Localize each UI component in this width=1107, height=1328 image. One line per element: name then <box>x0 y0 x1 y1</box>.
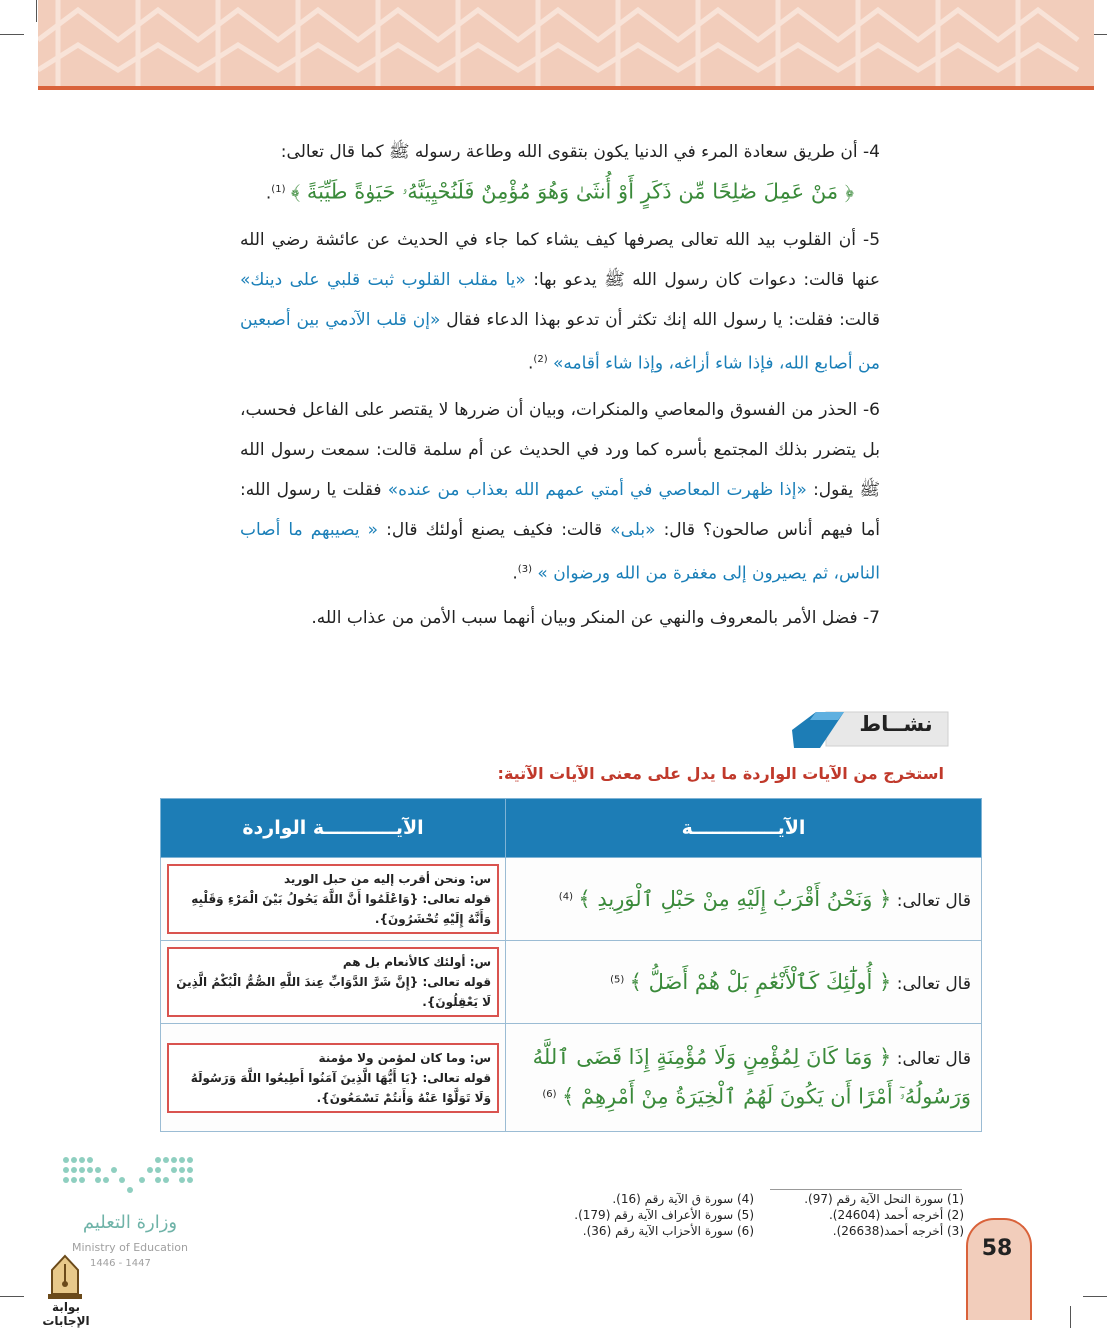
crop-mark <box>1083 1296 1107 1297</box>
footnote: (6) سورة الأحزاب الآية رقم (36). <box>582 1224 754 1238</box>
hadith-quote: «إن قلب الآدمي بين أصبعين من أصابع الله، فإذا شاء أزاغه، وإذا شاء أقامه» <box>240 310 880 374</box>
pen-nib-icon <box>44 1254 86 1300</box>
verse-cell <box>506 941 982 1024</box>
item-number: 5- <box>863 230 881 250</box>
footnote-ref: (5) <box>610 974 625 986</box>
footnotes <box>560 1192 964 1238</box>
answer-cell <box>161 1024 506 1132</box>
crop-mark <box>1070 1306 1071 1328</box>
answer-cell <box>161 858 506 941</box>
table-row <box>161 941 982 1024</box>
activity-heading <box>786 708 950 748</box>
list-item <box>240 132 880 172</box>
column-header-related: الآيـــــــــــة الواردة <box>161 799 506 858</box>
footnote-ref: (6) <box>542 1088 557 1100</box>
item-text: أن طريق سعادة المرء في الدنيا يكون بتقوى الله وطاعة رسوله ﷺ كما قال تعالى: <box>280 142 858 162</box>
verse-prefix: قال تعالى: <box>896 891 971 911</box>
answer-text: قوله تعالى: {يَا أَيُّهَا الَّذِينَ آمَنُوا أَطِيعُوا اللَّهَ وَرَسُولَهُ وَلَا تَوَلَّوْا عَنْهُ وَأَنتُمْ تَسْمَعُونَ}. <box>190 1070 492 1105</box>
footnote-ref: (4) <box>558 891 573 903</box>
activity-title: نشــاط <box>859 712 933 736</box>
ministry-logo-dots-icon <box>58 1152 198 1202</box>
footnote: (5) سورة الأعراف الآية رقم (179). <box>574 1208 754 1222</box>
academic-year: 1446 - 1447 <box>90 1258 151 1269</box>
verse-prefix: قال تعالى: <box>896 974 971 994</box>
item-text: قالت: فقلت: يا رسول الله إنك تكثر أن تدعو بهذا الدعاء فقال <box>446 310 880 330</box>
item-text: فقلت يا رسول الله: أما فيهم أناس صالحون؟ قال: <box>240 480 881 540</box>
footnote-ref: (3) <box>517 564 532 575</box>
page-number-tab <box>966 1218 1032 1320</box>
list-item: 5- أن القلوب بيد الله تعالى يصرفها كيف يشاء كما جاء في الحديث عن عائشة رضي الله عنها قالت: دعوات كان رسول الله ﷺ يدعو بها: «يا مقلب القلوب ثبت قلبي على دينك» قالت: فقلت: يا رسول الله إنك تكثر أن تدعو بهذا الدعاء فقال «إن قلب الآدمي بين أصبعين من أصابع الله، فإذا شاء أزاغه، وإذا شاء أقامه» $^{(2)}$. <box>240 230 881 374</box>
item-text: فضل الأمر بالمعروف والنهي عن المنكر وبيان أنهما سبب الأمن من عذاب الله. <box>311 608 858 628</box>
footnote: (1) سورة النحل الآية رقم (97). <box>804 1192 964 1206</box>
ministry-name-ar: وزارة التعليم <box>82 1212 178 1233</box>
item-text: قالت: فكيف يصنع أولئك قال: <box>386 520 603 540</box>
verse-cell <box>506 858 982 941</box>
column-header-verse: الآيـــــــــــــة <box>506 799 982 858</box>
verse-text: ﴿ أُولَٰٓئِكَ كَٱلْأَنْعَٰمِ بَلْ هُمْ أَضَلُّ ﴾ <box>629 970 892 994</box>
crop-mark <box>0 34 24 35</box>
hadith-quote: «بلى» <box>610 520 656 540</box>
answer-box <box>167 864 499 934</box>
answer-cell <box>161 941 506 1024</box>
verse-text: ﴿ وَنَحْنُ أَقْرَبُ إِلَيْهِ مِنْ حَبْلِ ٱلْوَرِيدِ ﴾ <box>578 887 892 911</box>
item-number: 7- <box>863 608 880 628</box>
answer-question: س: وما كان لمؤمن ولا مؤمنة <box>318 1050 492 1065</box>
quran-verse: ﴿ مَنْ عَمِلَ صَٰلِحًا مِّن ذَكَرٍ أَوْ أُنثَىٰ وَهُوَ مُؤْمِنٌ فَلَنُحْيِيَنَّهُۥ حَيَوٰةً طَيِّبَةً ﴾ $^{(1)}$. <box>265 179 855 204</box>
page-number: 58 <box>981 1236 1013 1261</box>
verse-cell <box>506 1024 982 1132</box>
header-rule <box>38 86 1094 90</box>
verse-text: ﴿ وَمَا كَانَ لِمُؤْمِنٍ وَلَا مُؤْمِنَةٍ إِذَا قَضَى ٱللَّهُ وَرَسُولُهُۥٓ أَمْرًا أَن يَكُونَ لَهُمُ ٱلْخِيَرَةُ مِنْ أَمْرِهِمْ ﴾ <box>532 1044 971 1109</box>
item-text: الحذر من الفسوق والمعاصي والمنكرات، وبيان أن ضررها لا يقتصر على الفاعل فحسب، بل يتضرر بذلك المجتمع بأسره كما ورد في الحديث عن أم سلمة قالت: سمعت رسول الله ﷺ يقول: <box>240 400 881 500</box>
answer-box <box>167 1043 499 1113</box>
geometric-pattern <box>38 0 1094 86</box>
footnote-ref: (2) <box>533 354 548 365</box>
item-text: أن القلوب بيد الله تعالى يصرفها كيف يشاء كما جاء في الحديث عن عائشة رضي الله عنها قالت: دعوات كان رسول الله ﷺ يدعو بها: <box>240 230 880 290</box>
item-number: 4- <box>863 142 880 162</box>
crop-mark <box>36 0 37 22</box>
activity-table <box>160 798 982 1132</box>
activity-instruction: استخرج من الآيات الواردة ما يدل على معنى الآيات الآتية: <box>497 764 944 783</box>
footnote-ref: (1) <box>271 184 286 195</box>
hadith-quote: «إذا ظهرت المعاصي في أمتي عمهم الله بعذاب من عنده» <box>387 480 807 500</box>
answer-text: قوله تعالى: {إِنَّ شَرَّ الدَّوَابِّ عِندَ اللَّهِ الصُّمُّ الْبُكْمُ الَّذِينَ لَا يَعْقِلُونَ}. <box>176 975 492 1009</box>
crop-mark <box>0 1296 24 1297</box>
footnote-divider <box>770 1189 962 1190</box>
list-item <box>240 598 880 638</box>
header-banner <box>38 0 1094 86</box>
footnote: (3) أخرجه أحمد(26638). <box>832 1224 964 1238</box>
footnote: (4) سورة ق الآية رقم (16). <box>612 1192 754 1206</box>
table-row <box>161 858 982 941</box>
answer-question: س: أولئك كالأنعام بل هم <box>342 955 492 969</box>
hadith-quote: « يصيبهم ما أصاب الناس، ثم يصيرون إلى مغفرة من الله ورضوان » <box>240 520 880 584</box>
answer-box <box>167 947 499 1017</box>
list-item: 6- الحذر من الفسوق والمعاصي والمنكرات، وبيان أن ضررها لا يقتصر على الفاعل فحسب، بل يتضرر بذلك المجتمع بأسره كما ورد في الحديث عن أم سلمة قالت: سمعت رسول الله ﷺ يقول: «إذا ظهرت المعاصي في أمتي عمهم الله بعذاب من عنده» فقلت يا رسول الله: أما فيهم أناس صالحون؟ قال: «بلى» قالت: فكيف يصنع أولئك قال: « يصيبهم ما أصاب الناس، ثم يصيرون إلى مغفرة من الله ورضوان » $^{(3)}$. <box>240 400 881 584</box>
footnote: (2) أخرجه أحمد (24604). <box>828 1208 964 1222</box>
ministry-logo <box>58 1152 198 1206</box>
verse-prefix: قال تعالى: <box>896 1048 971 1069</box>
hadith-quote: «يا مقلب القلوب ثبت قلبي على دينك» <box>240 270 526 290</box>
answer-text: قوله تعالى: {وَاعْلَمُوا أَنَّ اللَّهَ يَحُولُ بَيْنَ الْمَرْءِ وَقَلْبِهِ وَأَنَّهُ إِلَيْهِ تُحْشَرُونَ}. <box>191 892 492 926</box>
verse-text: ﴿ مَنْ عَمِلَ صَٰلِحًا مِّن ذَكَرٍ أَوْ أُنثَىٰ وَهُوَ مُؤْمِنٌ فَلَنُحْيِيَنَّهُۥ حَيَوٰةً طَيِّبَةً ﴾ <box>290 179 855 204</box>
ministry-name-en: Ministry of Education <box>71 1241 188 1254</box>
table-row <box>161 1024 982 1132</box>
answer-question: س: ونحن أقرب إليه من حبل الوريد <box>283 872 492 886</box>
item-number: 6- <box>863 400 880 420</box>
portal-watermark: بوابة الإجابات <box>42 1300 90 1328</box>
